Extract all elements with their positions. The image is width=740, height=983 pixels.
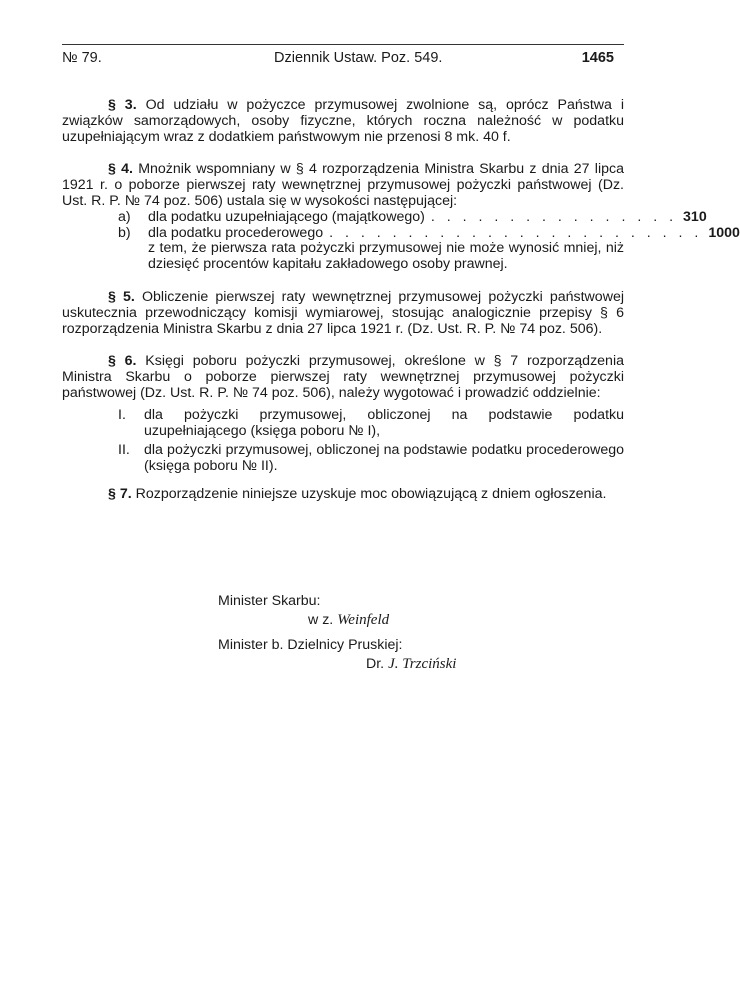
list-note — [62, 241, 624, 273]
section-7-label: § 7. — [108, 485, 132, 502]
list-item-label: dla podatku procederowego — [148, 224, 324, 241]
signature-prefix-2: Dr. — [366, 656, 385, 672]
list-item — [62, 224, 740, 242]
list-item-label: dla podatku uzupełniającego (majątkowego) — [148, 208, 425, 225]
section-3-text: Od udziału w pożyczce przymusowej zwolnione są, oprócz Państwa i związków samorządowych, osoby fizyczne, których roczna należność w podatku uzupełniającym wraz z dodatkiem państwowym nie przenosi 8 mk. 40 f. — [62, 97, 624, 145]
signature-line-2 — [366, 656, 456, 673]
list-item-mark: I. — [118, 406, 126, 423]
signature-title-1: Minister Skarbu: — [218, 593, 321, 609]
list-item — [62, 408, 624, 440]
document-body — [62, 97, 740, 520]
header-rule — [62, 44, 624, 45]
section-4-label: § 4. — [108, 161, 133, 178]
journal-title: Dziennik Ustaw. Poz. 549. — [274, 50, 443, 66]
page-header — [62, 50, 624, 72]
signature-prefix-1: w z. — [308, 612, 334, 628]
section-3 — [62, 98, 624, 145]
signature-name-2: J. Trzciński — [388, 656, 457, 672]
section-5-text: Obliczenie pierwszej raty wewnętrznej przymusowej pożyczki państwowej uskutecznia przewodniczący komisji wymiarowej, stosując analogicznie przepisy § 6 rozporządzenia Ministra Skarbu z dnia 27 lipca 1921 r. (Dz. Ust. R. P. № 74 poz. 506). — [62, 288, 624, 337]
section-5 — [62, 290, 624, 337]
list-item — [62, 443, 624, 475]
page-number: 1465 — [581, 50, 614, 66]
section-4-list — [62, 208, 740, 273]
section-6-text: Księgi poboru pożyczki przymusowej, określone w § 7 rozporządzenia Ministra Skarbu o poborze pierwszej raty wewnętrznej przymusowej pożyczki państwowej (Dz. Ust. R. P. № 74 poz. 506), należy wygotować i prowadzić oddzielnie: — [62, 353, 624, 401]
signature-title-2: Minister b. Dzielnicy Pruskiej: — [218, 637, 403, 653]
dot-leader: . . . . . . . . . . . . . . . . . . . . . . . . — [329, 224, 703, 241]
section-7-text: Rozporządzenie niniejsze uzyskuje moc obowiązującą z dniem ogłoszenia. — [135, 485, 607, 502]
section-6 — [62, 354, 624, 401]
list-item-mark: b) — [118, 224, 131, 241]
list-item-value: 1000 — [708, 224, 740, 241]
section-3-label: § 3. — [108, 97, 137, 113]
section-4 — [62, 162, 624, 209]
section-7 — [62, 487, 624, 503]
list-item-mark: II. — [118, 442, 130, 459]
list-note-text: z tem, że pierwsza rata pożyczki przymusowej nie może wynosić mniej, niż dziesięć procentów kapitału zakładowego osoby prawnej. — [148, 240, 624, 273]
section-4-text: Mnożnik wspomniany w § 4 rozporządzenia Ministra Skarbu z dnia 27 lipca 1921 r. o poborze pierwszej raty wewnętrznej przymusowej pożyczki państwowej (Dz. Ust. R. P. № 74 poz. 506) ustala się w wysokości następującej: — [62, 161, 624, 209]
section-5-label: § 5. — [108, 288, 135, 305]
list-item-mark: a) — [118, 208, 131, 225]
list-item-value: 310 — [683, 208, 707, 225]
dot-leader: . . . . . . . . . . . . . . . . — [430, 208, 678, 225]
signature-name-1: Weinfeld — [337, 612, 390, 628]
signature-line-1 — [308, 612, 389, 629]
section-6-list — [62, 408, 624, 475]
list-item-text: dla pożyczki przymusowej, obliczonej na podstawie podatku procederowego (księga poboru № II). — [144, 442, 624, 475]
section-6-label: § 6. — [108, 353, 137, 370]
list-item-text: dla pożyczki przymusowej, obliczonej na podstawie podatku uzupełniającego (księga poboru № I), — [144, 406, 624, 439]
list-item — [62, 208, 707, 226]
issue-number: № 79. — [62, 50, 102, 66]
